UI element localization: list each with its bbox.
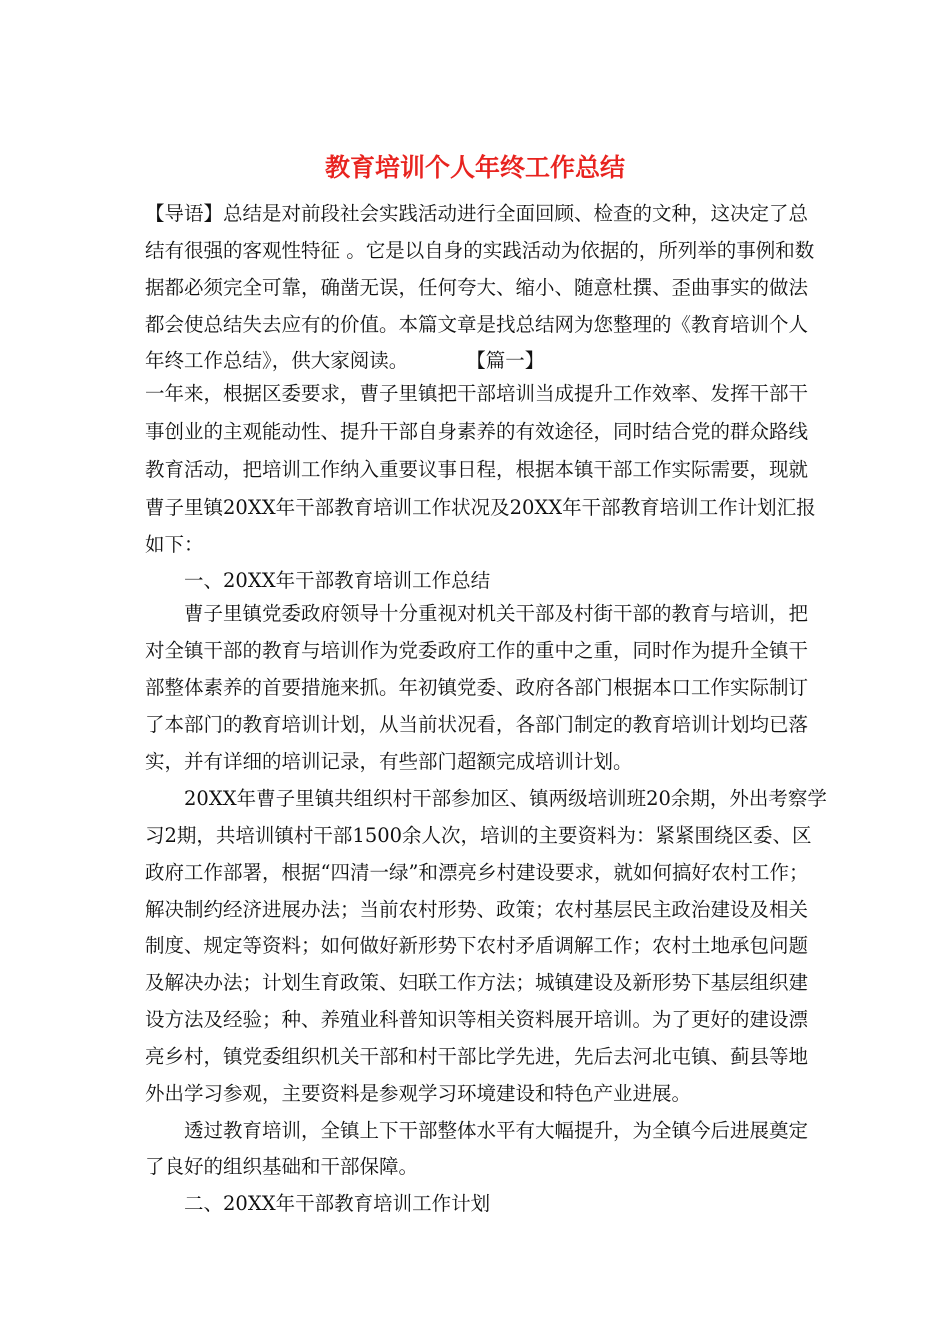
text-line: 部整体素养的首要措施来抓。年初镇党委、政府各部门根据本口工作实际制订: [145, 676, 809, 699]
section-marker: 【篇一】: [466, 349, 545, 372]
text-line: 了良好的组织基础和干部保障。: [145, 1155, 419, 1178]
text-line: 解决制约经济进展办法；当前农村形势、政策；农村基层民主政治建设及相关: [145, 898, 809, 921]
text-line: 如下：: [145, 533, 204, 556]
text-line: 透过教育培训，全镇上下干部整体水平有大幅提升，为全镇今后进展奠定: [184, 1119, 809, 1142]
text-line: 制度、规定等资料；如何做好新形势下农村矛盾调解工作；农村土地承包问题: [145, 934, 809, 957]
text-line: 曹子里镇党委政府领导十分重视对机关干部及村街干部的教育与培训，把: [184, 602, 809, 625]
document-title: 教育培训个人年终工作总结: [324, 153, 625, 182]
text-line: 曹子里镇20XX年干部教育培训工作状况及20XX年干部教育培训工作计划汇报: [145, 496, 816, 519]
text-line: 事创业的主观能动性、提升干部自身素养的有效途径，同时结合党的群众路线: [145, 420, 809, 443]
text-line: 结有很强的客观性特征 。它是以自身的实践活动为依据的，所列举的事例和数: [145, 239, 815, 262]
text-line: 【导语】总结是对前段社会实践活动进行全面回顾、检查的文种，这决定了总: [145, 202, 809, 225]
text-line: 了本部门的教育培训计划，从当前状况看，各部门制定的教育培训计划均已落: [145, 713, 809, 736]
section-heading: 二、20XX年干部教育培训工作计划: [184, 1192, 491, 1215]
text-line: 一年来，根据区委要求，曹子里镇把干部培训当成提升工作效率、发挥干部干: [145, 382, 809, 405]
text-line: 据都必须完全可靠，确凿无误，任何夸大、缩小、随意杜撰、歪曲事实的做法: [145, 276, 809, 299]
text-line: [145, 347, 544, 375]
text-line: 都会使总结失去应有的价值。本篇文章是找总结网为您整理的《教育培训个人: [145, 313, 809, 336]
text-line: 习2期，共培训镇村干部1500余人次，培训的主要资料为：紧紧围绕区委、区: [145, 824, 812, 847]
text-line: 及解决办法；计划生育政策、妇联工作方法；城镇建设及新形势下基层组织建: [145, 971, 809, 994]
section-heading: 一、20XX年干部教育培训工作总结: [184, 569, 491, 592]
text-line-content: 年终工作总结》，供大家阅读。: [145, 349, 409, 372]
text-line: 教育活动，把培训工作纳入重要议事日程，根据本镇干部工作实际需要，现就: [145, 458, 809, 481]
text-line: 20XX年曹子里镇共组织村干部参加区、镇两级培训班20余期，外出考察学: [184, 787, 827, 810]
text-line: 亮乡村，镇党委组织机关干部和村干部比学先进，先后去河北屯镇、蓟县等地: [145, 1045, 809, 1068]
text-line: 外出学习参观，主要资料是参观学习环境建设和特色产业进展。: [145, 1082, 692, 1105]
text-line: 实，并有详细的培训记录，有些部门超额完成培训计划。: [145, 750, 633, 773]
text-line: 对全镇干部的教育与培训作为党委政府工作的重中之重，同时作为提升全镇干: [145, 639, 809, 662]
text-line: 设方法及经验；种、养殖业科普知识等相关资料展开培训。为了更好的建设漂: [145, 1008, 809, 1031]
text-line: 政府工作部署，根据“四清一绿”和漂亮乡村建设要求，就如何搞好农村工作；: [145, 861, 809, 884]
